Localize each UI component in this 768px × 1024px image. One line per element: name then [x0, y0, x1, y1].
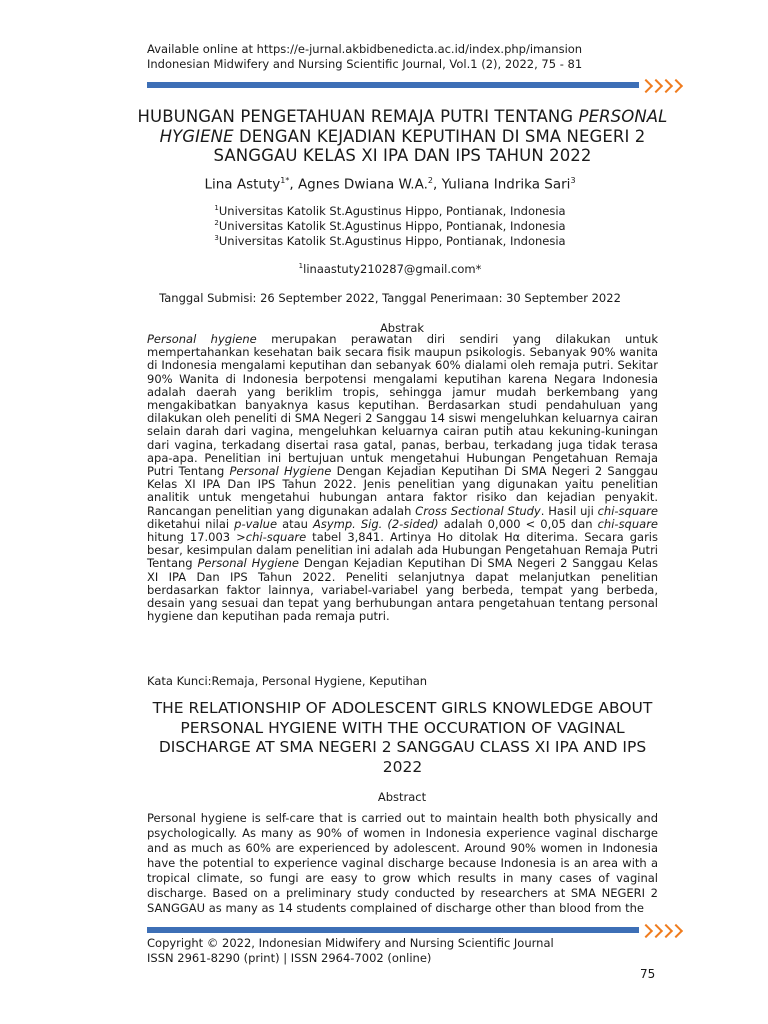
affiliation-1: $^1$Universitas Katolik St.Agustinus Hippo, Pontianak, Indonesia — [214, 204, 566, 218]
abstract-body: Personal hygiene is self-care that is carried out to maintain health both physically and psychologically. As many as 90% of women in Indonesia experience vaginal discharge and as much as 60% are experienced by adolescent. Around 90% women in Indonesia have the potential to experience vaginal discharge because Indonesia is an area with a tropical climate, so fungi are easy to grow which results in many cases of vaginal discharge. Based on a preliminary study conducted by researchers at SMA NEGERI 2 SANGGAU as many as 14 students complained of discharge other than blood from the — [147, 811, 658, 915]
abstrak-heading: Abstrak — [379, 321, 425, 335]
page-number: 75 — [640, 967, 656, 981]
author-email[interactable]: $^1$linaastuty210287@gmail.com* — [298, 262, 482, 276]
issn-line: ISSN 2961-8290 (print) | ISSN 2964-7002 (online) — [147, 951, 432, 965]
footer-text — [147, 936, 554, 966]
submission-dates: Tanggal Submisi: 26 September 2022, Tanggal Penerimaan: 30 September 2022 — [159, 291, 621, 305]
header-divider-bar — [147, 82, 639, 88]
author-list: Lina Astuty$^{1*}$, Agnes Dwiana W.A.$^2$, Yuliana Indrika Sari$^3$ — [204, 176, 576, 193]
journal-header — [147, 42, 582, 72]
header-availability-line: Available online at https://e-jurnal.akbidbenedicta.ac.id/index.php/imansion — [147, 42, 583, 56]
paper-title-en: THE RELATIONSHIP OF ADOLESCENT GIRLS KNOWLEDGE ABOUT PERSONAL HYGIENE WITH THE OCCURATION OF VAGINAL DISCHARGE AT SMA NEGERI 2 SANGGAU CLASS XI IPA AND IPS 2022 — [152, 699, 653, 776]
keywords: Kata Kunci:Remaja, Personal Hygiene, Keputihan — [147, 674, 428, 688]
affiliation-3: $^3$Universitas Katolik St.Agustinus Hippo, Pontianak, Indonesia — [214, 234, 566, 248]
footer-divider-bar — [147, 927, 639, 933]
affiliation-2: $^2$Universitas Katolik St.Agustinus Hippo, Pontianak, Indonesia — [214, 219, 566, 233]
abstract-heading: Abstract — [377, 790, 427, 804]
copyright-line: Copyright © 2022, Indonesian Midwifery and Nursing Scientific Journal — [147, 936, 554, 950]
paper-title-id: HUBUNGAN PENGETAHUAN REMAJA PUTRI TENTANG PERSONAL HYGIENE DENGAN KEJADIAN KEPUTIHAN DI SMA NEGERI 2 SANGGAU KELAS XI IPA DAN IPS TAHUN 2022 — [137, 107, 668, 165]
abstrak-body: Personal hygiene merupakan perawatan diri sendiri yang dilakukan untuk mempertahankan kesehatan baik secara fisik maupun psikologis. Sebanyak 90% wanita di Indonesia mengalami keputihan dan sebanyak 60% dialami oleh remaja putri. Sekitar 90% Wanita di Indonesia berpotensi mengalami keputihan karena Negara Indonesia adalah daerah yang beriklim tropis, sehingga jamur mudah berkembang yang mengakibatkan banyaknya kasus keputihan. Berdasarkan studi pendahuluan yang dilakukan oleh peneliti di SMA Negeri 2 Sanggau 14 siswi mengeluhkan keluarnya cairan selain darah dari vagina, mengeluhkan keluarnya cairan putih atau kekuning-kuningan dari vagina, terkadang disertai rasa gatal, panas, berbau, terkadang juga tidak terasa apa-apa. Penelitian ini bertujuan untuk mengetahui Hubungan Pengetahuan Remaja Putri Tentang Personal Hygiene Dengan Kejadian Keputihan Di SMA Negeri 2 Sanggau Kelas XI IPA Dan IPS Tahun 2022. Jenis penelitian yang digunakan yaitu penelitian analitik untuk mengetahui hubungan antara faktor risiko dan kejadian penyakit. Rancangan penelitian yang digunakan adalah Cross Sectional Study. Hasil uji chi-square diketahui nilai p-value atau Asymp. Sig. (2-sided) adalah 0,000 < 0,05 dan chi-square hitung 17.003 >chi-square tabel 3,841. Artinya Ho ditolak Hα diterima. Secara garis besar, kesimpulan dalam penelitian ini adalah ada Hubungan Pengetahuan Remaja Putri Tentang Personal Hygiene Dengan Kejadian Keputihan Di SMA Negeri 2 Sanggau Kelas XI IPA Dan IPS Tahun 2022. Peneliti selanjutnya dapat melanjutkan penelitian berdasarkan faktor lainnya, variabel-variabel yang berbeda, tempat yang berbeda, desain yang sesuai dan tepat yang berhubungan antara pengetahuan tentang personal hygiene dan keputihan pada remaja putri. — [147, 332, 659, 624]
header-citation-line: Indonesian Midwifery and Nursing Scientific Journal, Vol.1 (2), 2022, 75 - 81 — [147, 57, 583, 71]
